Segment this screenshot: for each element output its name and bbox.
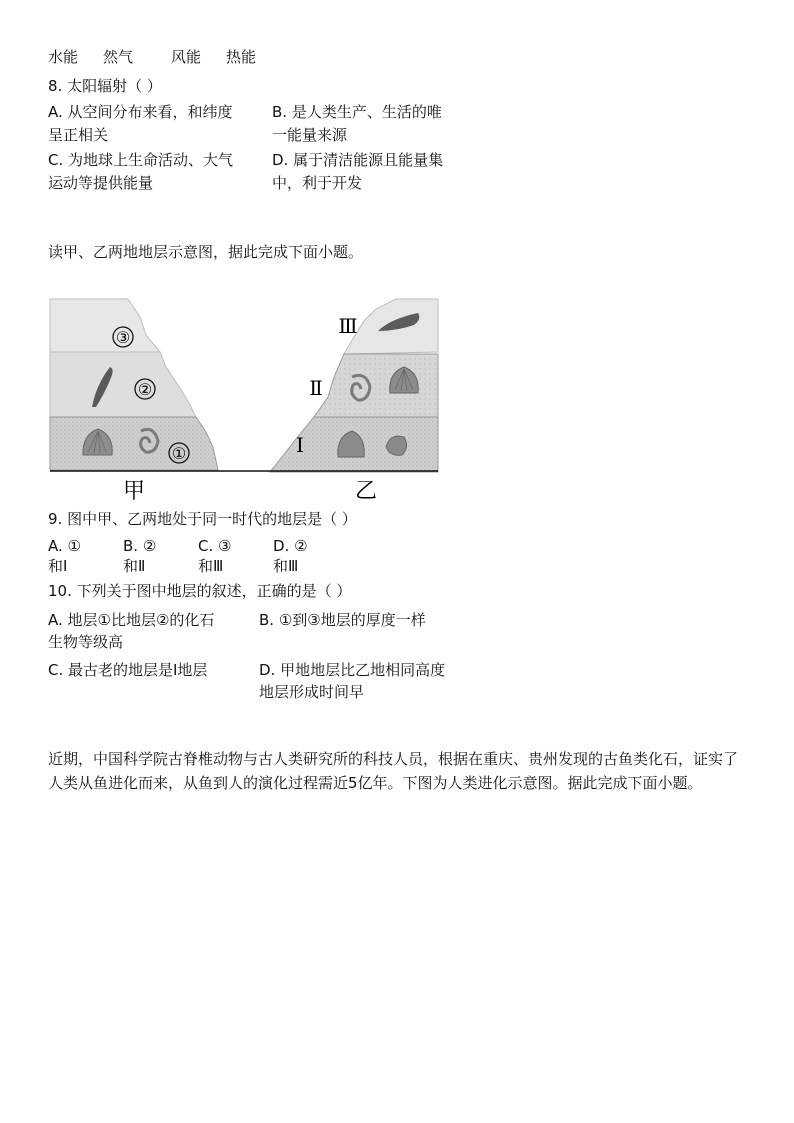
right-layer-3-label: Ⅲ bbox=[338, 314, 358, 338]
q10-option-c-line1: C. 最古老的地层是Ⅰ地层 bbox=[48, 661, 208, 679]
left-layer-2 bbox=[50, 352, 196, 417]
left-layer-2-label bbox=[135, 379, 155, 399]
q10-option-a-line1: A. 地层①比地层②的化石 bbox=[48, 611, 215, 629]
option-heat: 热能 bbox=[226, 48, 257, 66]
left-layer-1-label bbox=[169, 443, 189, 463]
q9-option-c-line1: C. ③ bbox=[198, 537, 232, 555]
q9-option-c-line2: 和Ⅲ bbox=[198, 557, 224, 575]
q9-option-a-line1: A. ① bbox=[48, 537, 81, 555]
q8-stem: 8. 太阳辐射（ ） bbox=[48, 77, 162, 95]
right-layer-2-label: Ⅱ bbox=[309, 376, 323, 400]
q8-option-a-line2: 呈正相关 bbox=[48, 126, 109, 144]
q8-option-d-line2: 中，利于开发 bbox=[272, 174, 363, 192]
svg-text:①: ① bbox=[171, 444, 187, 463]
q8-option-b-line1: B. 是人类生产、生活的唯 bbox=[272, 103, 442, 121]
q9-option-d-line1: D. ② bbox=[273, 537, 308, 555]
q10-option-b-line1: B. ①到③地层的厚度一样 bbox=[259, 611, 426, 629]
q10-option-d-line1: D. 甲地地层比乙地相同高度 bbox=[259, 661, 446, 679]
q8-option-b-line2: 一能量来源 bbox=[272, 126, 348, 144]
right-site-name: 乙 bbox=[354, 479, 378, 504]
q9-stem: 9. 图中甲、乙两地处于同一时代的地层是（ ） bbox=[48, 510, 357, 528]
q8-option-c-line2: 运动等提供能量 bbox=[48, 174, 154, 192]
svg-text:②: ② bbox=[137, 380, 153, 399]
strata-diagram bbox=[48, 297, 440, 507]
right-layer-2 bbox=[314, 354, 438, 417]
q8-option-a-line1: A. 从空间分布来看，和纬度 bbox=[48, 103, 233, 121]
q9-option-a-line2: 和Ⅰ bbox=[48, 557, 68, 575]
option-wind: 风能 bbox=[171, 48, 202, 66]
intro-evolution: 近期，中国科学院古脊椎动物与古人类研究所的科技人员，根据在重庆、贵州发现的古鱼类化石，证实了人类从鱼进化而来，从鱼到人的演化过程需近5亿年。下图为人类进化示意图。据此完成下面小题。 bbox=[48, 750, 739, 792]
option-gas: 然气 bbox=[103, 48, 134, 66]
q10-option-a-line2: 生物等级高 bbox=[48, 633, 124, 651]
q10-stem: 10. 下列关于图中地层的叙述，正确的是（ ） bbox=[48, 582, 352, 600]
svg-text:③: ③ bbox=[115, 328, 131, 347]
q10-option-d-line2: 地层形成时间早 bbox=[259, 683, 365, 701]
left-layer-1 bbox=[50, 417, 218, 470]
q9-option-d-line2: 和Ⅲ bbox=[273, 557, 299, 575]
left-site-name: 甲 bbox=[122, 479, 146, 504]
option-hydro: 水能 bbox=[48, 48, 79, 66]
q8-option-c-line1: C. 为地球上生命活动、大气 bbox=[48, 151, 234, 169]
intro-strata: 读甲、乙两地地层示意图，据此完成下面小题。 bbox=[48, 243, 364, 261]
right-layer-1-label: Ⅰ bbox=[296, 433, 304, 457]
left-layer-3-label bbox=[113, 327, 133, 347]
left-layer-3 bbox=[50, 299, 160, 352]
q9-option-b-line2: 和Ⅱ bbox=[123, 557, 146, 575]
q9-option-b-line1: B. ② bbox=[123, 537, 157, 555]
q8-option-d-line1: D. 属于清洁能源且能量集 bbox=[272, 151, 444, 169]
